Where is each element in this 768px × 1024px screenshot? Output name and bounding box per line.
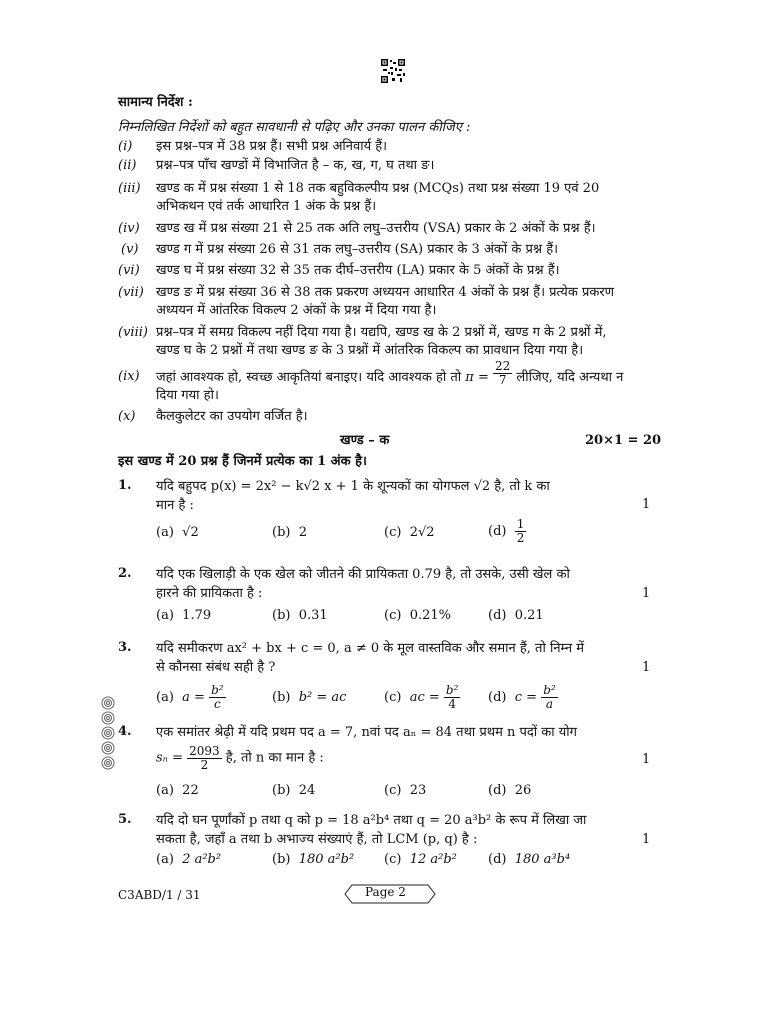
pi-denominator: 7 [498,373,507,387]
option-label: (b) [272,852,291,867]
question-marks: 1 [642,832,651,847]
option-label: (a) [156,690,174,705]
fraction-numerator: b² [543,683,556,697]
question-text: यदि समीकरण ax² + bx + c = 0, a ≠ 0 के मूल वास्तविक और समान हैं, तो निम्न में [156,641,585,656]
option-value: 0.21% [409,608,452,623]
option-label: (c) [384,525,402,540]
question-number: 2. [118,566,132,581]
question-number: 5. [118,812,132,827]
question-text: यदि बहुपद p(x) = 2x² − k√2 x + 1 के शून्यकों का योगफल √2 है, तो k का [156,479,550,494]
fraction-denominator: 4 [448,697,456,711]
option-value: 1.79 [182,608,212,623]
option-value: 23 [409,783,427,798]
instruction-text: अभिकथन एवं तर्क आधारित 1 अंक के प्रश्न हैं। [156,199,377,214]
instruction-label: (ix) [118,369,140,384]
option-label: (b) [272,525,291,540]
option-fraction [209,684,226,711]
question-marks: 1 [642,660,651,675]
option-label: (d) [488,690,507,705]
question-text-part: है, तो n का मान है : [225,750,324,766]
option-prefix: c = [514,690,538,705]
option-value: 26 [514,783,532,798]
option-label: (a) [156,783,174,798]
page-number: Page 2 [365,885,406,899]
question-marks: 1 [642,497,651,512]
option-value: 0.21 [514,608,544,623]
option [156,684,226,711]
option [488,684,558,711]
option-label: (c) [384,852,402,867]
instruction-text: खण्ड घ में प्रश्न संख्या 32 से 35 तक दीर्घ–उत्तरीय (LA) प्रकार के 5 अंकों के प्रश्न हैं। [156,263,560,278]
option-value: 180 a³b⁴ [514,852,571,867]
instruction-text-part: जहां आवश्यक हो, स्वच्छ आकृतियां बनाइए। यदि आवश्यक हो तो [156,370,462,385]
question-marks: 1 [642,586,651,601]
question-text: यदि दो घन पूर्णांकों p तथा q को p = 18 a²b⁴ तथा q = 20 a³b² के रूप में लिखा जा [156,813,587,828]
option-label: (b) [272,783,291,798]
instruction-label: (vi) [118,263,140,278]
question-text: सकता है, जहाँ a तथा b अभाज्य संख्याएं हैं, तो LCM (p, q) है : [156,832,478,847]
option-label: (d) [488,608,507,623]
sn-numerator: 2093 [189,744,220,758]
option-label: (d) [488,524,507,539]
instruction-text: खण्ड ङ में प्रश्न संख्या 36 से 38 तक प्रकरण अध्ययन आधारित 4 अंकों के प्रश्न हैं। प्रत्येक प्रकरण [156,285,615,300]
fraction-denominator: 2 [516,531,525,545]
pi-numerator: 22 [495,359,511,373]
instruction-text: खण्ड ग में प्रश्न संख्या 26 से 31 तक लघु–उत्तरीय (SA) प्रकार के 3 अंकों के प्रश्न हैं। [156,242,559,257]
option-label: (d) [488,783,507,798]
option [156,525,199,540]
option-label: (a) [156,852,174,867]
option-value: 2 a²b² [182,852,222,867]
option [272,690,346,705]
option [272,608,328,623]
section-marks: 20×1 = 20 [585,433,662,448]
question-text: एक समांतर श्रेढ़ी में यदि प्रथम पद a = 7, nवां पद aₙ = 84 तथा प्रथम n पदों का योग [156,725,577,740]
option [384,684,460,711]
option-fraction [515,518,527,545]
question-number: 4. [118,724,132,739]
margin-circles-icon [96,695,120,775]
instruction-text: कैलकुलेटर का उपयोग वर्जित है। [156,409,308,424]
section-title: खण्ड – क [340,433,390,448]
option-value: 2 [298,525,308,540]
paper-code: C3ABD/1 / 31 [118,888,201,902]
option [272,783,315,798]
instruction-label: (ii) [118,158,137,173]
option [488,852,570,867]
option-value: b² = ac [298,690,347,705]
option [488,518,526,545]
option [488,783,531,798]
option [384,852,457,867]
option-value: 12 a²b² [409,852,457,867]
instruction-text: खण्ड क में प्रश्न संख्या 1 से 18 तक बहुविकल्पीय प्रश्न (MCQs) तथा प्रश्न संख्या 19 एवं 20 [156,181,600,196]
option-label: (c) [384,608,402,623]
instruction-label: (viii) [118,325,148,340]
question-text [156,745,324,772]
instruction-text-part: लीजिए, यदि अन्यथा न [516,370,624,385]
pi-fraction [493,360,512,387]
option-value: 24 [298,783,316,798]
option [384,525,435,540]
option-value: 180 a²b² [298,852,355,867]
option-value: 0.31 [298,608,328,623]
instruction-text: खण्ड ख में प्रश्न संख्या 21 से 25 तक अति लघु–उत्तरीय (VSA) प्रकार के 2 अंकों के प्रश्न हैं। [156,221,596,236]
instruction-label: (iv) [118,221,140,236]
instructions-title: सामान्य निर्देश : [118,95,193,110]
qr-code-icon [380,58,406,84]
instruction-label: (iii) [118,181,141,196]
option-prefix: a = [182,690,205,705]
option [156,852,221,867]
instruction-label: (v) [121,242,139,257]
question-text: हारने की प्रायिकता है : [156,586,263,601]
fraction-numerator: 1 [516,517,525,531]
option-value: 2√2 [409,525,435,540]
option [384,608,451,623]
instruction-label: (vii) [118,285,144,300]
question-number: 3. [118,640,132,655]
option [156,608,211,623]
instruction-text: इस प्रश्न–पत्र में 38 प्रश्न हैं। सभी प्रश्न अनिवार्य हैं। [156,139,388,154]
option [272,852,354,867]
instruction-text: प्रश्न–पत्र पाँच खण्डों में विभाजित है – क, ख, ग, घ तथा ङ। [156,158,435,173]
question-marks: 1 [642,752,651,767]
option-fraction [444,684,461,711]
question-text: से कौनसा संबंध सही है ? [156,660,276,675]
section-note: इस खण्ड में 20 प्रश्न हैं जिनमें प्रत्येक का 1 अंक है। [118,454,367,469]
option [272,525,307,540]
option-label: (b) [272,608,291,623]
sn-denominator: 2 [200,758,209,772]
instructions-intro: निम्नलिखित निर्देशों को बहुत सावधानी से पढ़िए और उनका पालन कीजिए : [118,120,471,135]
option-label: (b) [272,690,291,705]
option-value: √2 [182,525,199,540]
fraction-denominator: a [545,697,554,711]
instruction-text: खण्ड घ के 2 प्रश्नों में तथा खण्ड ङ के 3 प्रश्नों में आंतरिक विकल्प का प्रावधान दिया गया है। [156,343,584,358]
fraction-numerator: b² [445,683,459,697]
question-number: 1. [118,478,132,493]
option [488,608,544,623]
fraction-numerator: b² [211,683,224,697]
sn-fraction [187,745,222,772]
option-label: (a) [156,608,174,623]
instruction-text: अध्ययन में आंतरिक विकल्प 2 अंकों के प्रश्न में दिया गया है। [156,303,437,318]
sn-prefix: sₙ = [156,750,183,766]
question-text: मान है : [156,498,194,513]
instruction-text: प्रश्न–पत्र में समग्र विकल्प नहीं दिया गया है। यद्यपि, खण्ड ख के 2 प्रश्नों में, खण्ड ग के 2 प्रश्नों में, [156,325,607,340]
option-label: (c) [384,783,402,798]
option-label: (a) [156,525,174,540]
instruction-text [156,359,624,387]
option-fraction [541,684,558,711]
option-label: (c) [384,690,402,705]
option-prefix: ac = [409,690,440,705]
option-value: 22 [182,783,199,798]
option-label: (d) [488,852,507,867]
question-text: यदि एक खिलाड़ी के एक खेल को जीतने की प्रायिकता 0.79 है, तो उसके, उसी खेल को [156,567,570,582]
instruction-text: दिया गया हो। [156,388,219,403]
option [384,783,426,798]
pi-prefix: π = [465,370,489,385]
instruction-label: (x) [118,409,136,424]
option [156,783,199,798]
instruction-label: (i) [118,139,133,154]
fraction-denominator: c [213,697,221,711]
